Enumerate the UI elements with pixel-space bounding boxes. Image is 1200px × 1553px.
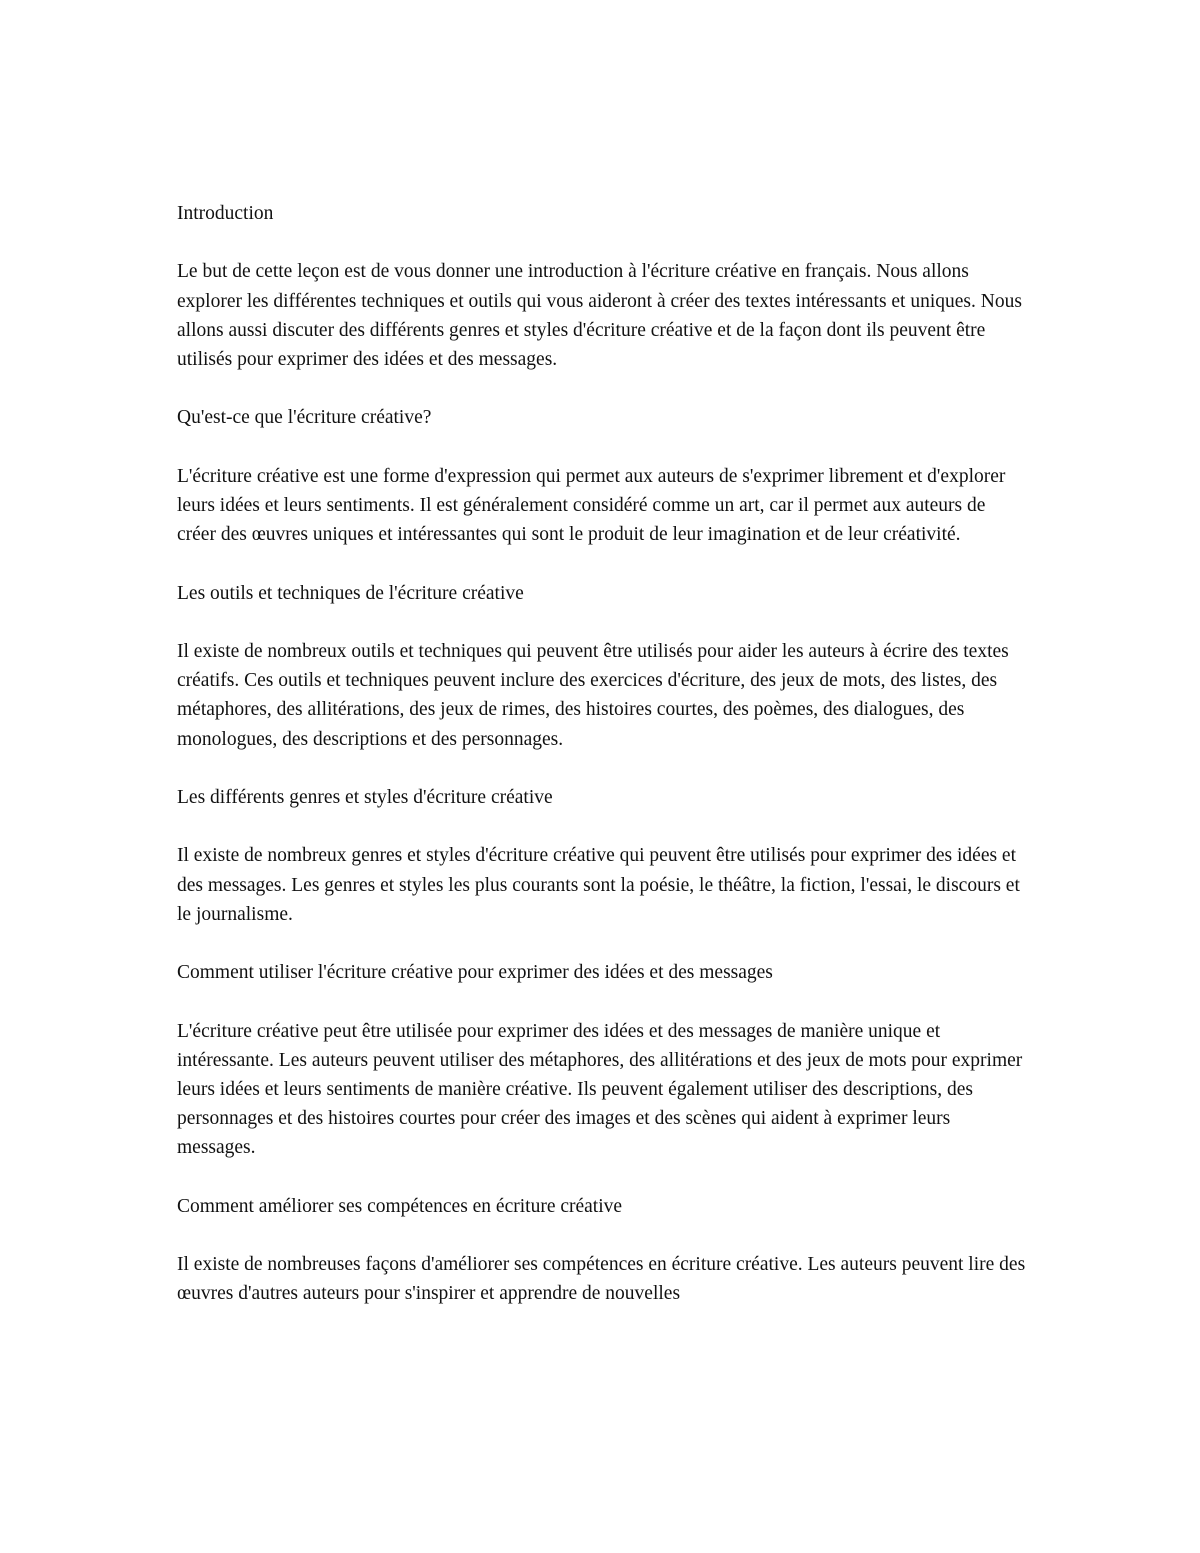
document-body [177, 199, 1027, 1338]
paragraph-definition: L'écriture créative est une forme d'expression qui permet aux auteurs de s'exprimer librement et d'explorer leurs idées et leurs sentiments. Il est généralement considéré comme un art, car il permet aux auteurs de créer des œuvres uniques et intéressantes qui sont le produit de leur imagination et de leur créativité. [177, 465, 1006, 546]
section-heading-tools: Les outils et techniques de l'écriture créative [177, 582, 524, 604]
section-heading-improve: Comment améliorer ses compétences en écriture créative [177, 1195, 623, 1217]
paragraph-tools: Il existe de nombreux outils et techniques qui peuvent être utilisés pour aider les auteurs à écrire des textes créatifs. Ces outils et techniques peuvent inclure des exercices d'écriture, des jeux de mots, des listes, des métaphores, des allitérations, des jeux de rimes, des histoires courtes, des poèmes, des dialogues, des monologues, des descriptions et des personnages. [177, 640, 1009, 750]
paragraph-improve: Il existe de nombreuses façons d'améliorer ses compétences en écriture créative. Les auteurs peuvent lire des œuvres d'autres auteurs pour s'inspirer et apprendre de nouvelles [177, 1254, 1026, 1305]
section-heading-introduction: Introduction [177, 203, 274, 224]
paragraph-usage: L'écriture créative peut être utilisée pour exprimer des idées et des messages de manière unique et intéressante. Les auteurs peuvent utiliser des métaphores, des allitérations et des jeux de mots pour exprimer leurs idées et leurs sentiments de manière créative. Ils peuvent également utiliser des descriptions, des personnages et des histoires courtes pour créer des images et des scènes qui aident à exprimer leurs messages. [177, 1020, 1023, 1159]
section-heading-definition: Qu'est-ce que l'écriture créative? [177, 407, 432, 429]
section-heading-usage: Comment utiliser l'écriture créative pour exprimer des idées et des messages [177, 962, 773, 984]
section-heading-genres: Les différents genres et styles d'écriture créative [177, 786, 553, 808]
paragraph-genres: Il existe de nombreux genres et styles d'écriture créative qui peuvent être utilisés pour exprimer des idées et des messages. Les genres et styles les plus courants sont la poésie, le théâtre, la fiction, l'essai, le discours et le journalisme. [177, 845, 1020, 925]
paragraph-introduction: Le but de cette leçon est de vous donner une introduction à l'écriture créative en français. Nous allons explorer les différentes techniques et outils qui vous aideront à créer des textes intéressants et uniques. Nous allons aussi discuter des différents genres et styles d'écriture créative et de la façon dont ils peuvent être utilisés pour exprimer des idées et des messages. [177, 261, 1022, 370]
